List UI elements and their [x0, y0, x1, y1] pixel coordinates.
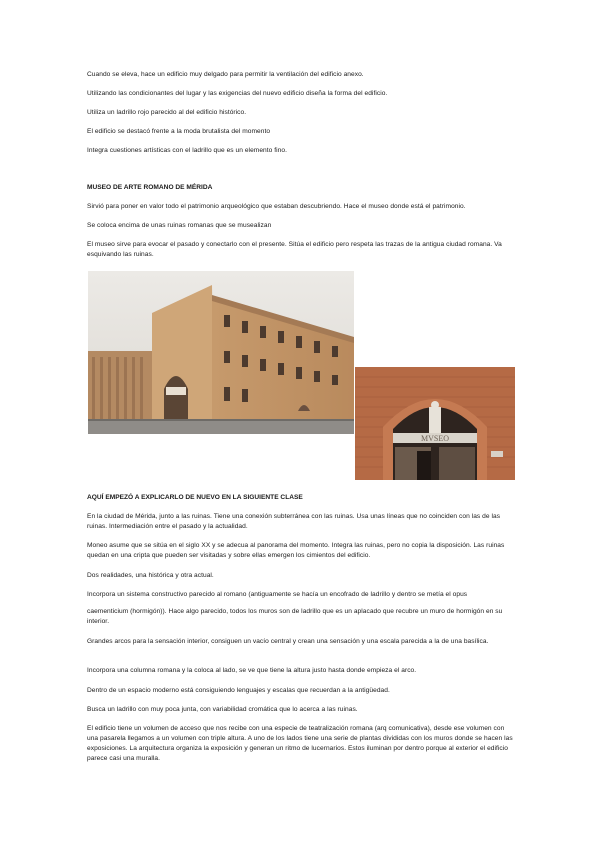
section2-paragraph: Moneo asume que se sitúa en el siglo XX y se adecua al panorama del momento. Integra las ruinas, pero no copia la disposición. Las ruinas quedan en una cripta que pueden ser visitadas y sobre ellas emergen los cimientos del edificio.: [87, 542, 505, 559]
intro-paragraph: Utiliza un ladrillo rojo parecido al del edificio histórico.: [87, 109, 247, 116]
section2-paragraph: Incorpora una columna romana y la coloca al lado, se ve que tiene la altura justo hasta donde empieza el arco.: [87, 667, 417, 674]
museum-facade-image: [88, 271, 354, 434]
section2-paragraph: Dentro de un espacio moderno está consiguiendo lenguajes y escalas que recuerdan a la antigüedad.: [87, 687, 390, 694]
section2-paragraph: El edificio tiene un volumen de acceso que nos recibe con una especie de teatralización romana (arq comunicativa), desde ese volumen con una pasarela llegamos a un volumen con triple altura. A uno de los lados tiene una serie de plantas divididas con los muros donde se hacen las exposiciones. La arquitectura organiza la exposición y generan un ritmo de lucernarios. Estos iluminan por dentro porque al exterior el edificio parece casi una muralla.: [87, 725, 513, 762]
section1-paragraph: Sirvió para poner en valor todo el patrimonio arqueológico que estaban descubriendo. Hace el museo donde está el patrimonio.: [87, 203, 466, 210]
museum-entrance-image: [355, 367, 515, 480]
intro-paragraph: El edificio se destacó frente a la moda brutalista del momento: [87, 128, 271, 135]
section-heading-explicacion: AQUÍ EMPEZÓ A EXPLICARLO DE NUEVO EN LA SIGUIENTE CLASE: [87, 494, 303, 501]
intro-paragraph: Cuando se eleva, hace un edificio muy delgado para permitir la ventilación del edificio anexo.: [87, 71, 364, 78]
section1-paragraph: El museo sirve para evocar el pasado y conectarlo con el presente. Sitúa el edificio pero respeta las trazas de la antigua ciudad romana. Va esquivando las ruinas.: [87, 241, 502, 258]
section-heading-museo: MUSEO DE ARTE ROMANO DE MÉRIDA: [87, 184, 213, 191]
intro-paragraph: Utilizando las condicionantes del lugar y las exigencias del nuevo edificio diseña la forma del edificio.: [87, 90, 388, 97]
museum-facade-photo: [88, 271, 354, 434]
section2-paragraph: caementicium (hormigón)). Hace algo parecido, todos los muros son de ladrillo que es un aplacado que recubre un muro de hormigón en su interior.: [87, 608, 503, 625]
section1-paragraph: Se coloca encima de unas ruinas romanas que se musealizan: [87, 222, 272, 229]
section2-paragraph: En la ciudad de Mérida, junto a las ruinas. Tiene una conexión subterránea con las ruinas. Usa unas líneas que no coinciden con las de las ruinas. Intermediación entre el pasado y la actualidad.: [87, 513, 501, 530]
entrance-sign-text: MVSEO: [420, 434, 450, 443]
museum-entrance-photo: [355, 367, 515, 480]
section2-paragraph: Dos realidades, una histórica y otra actual.: [87, 572, 214, 579]
intro-paragraph: Integra cuestiones artísticas con el ladrillo que es un elemento fino.: [87, 147, 287, 154]
section2-paragraph: Incorpora un sistema constructivo parecido al romano (antiguamente se hacía un encofrado de ladrillo y dentro se metía el opus: [87, 591, 468, 598]
section2-paragraph: Grandes arcos para la sensación interior, consiguen un vacío central y crean una sensación y una escala parecida a la de una basílica.: [87, 638, 489, 645]
section2-paragraph: Busca un ladrillo con muy poca junta, con variabilidad cromática que lo acerca a las ruinas.: [87, 706, 358, 713]
